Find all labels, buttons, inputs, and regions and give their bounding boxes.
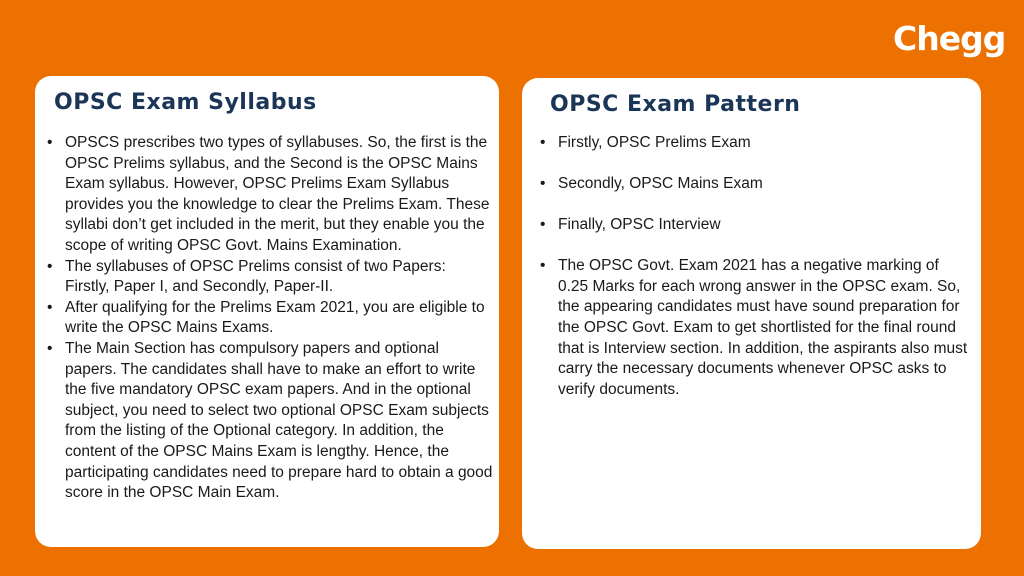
pattern-card (522, 78, 981, 549)
list-item: • After qualifying for the Prelims Exam 2021, you are eligible to write the OPSC Mains Exams. (43, 298, 493, 339)
list-item: • The OPSC Govt. Exam 2021 has a negative marking of 0.25 Marks for each wrong answer in the OPSC exam. So, the appearing candidates must have sound preparation for the OPSC Govt. Exam to get shortlisted for the final round that is Interview section. In addition, the aspirants also must carry the necessary documents whenever OPSC asks to verify documents. (536, 256, 971, 400)
chegg-logo: Chegg (893, 19, 1006, 58)
list-item: • Firstly, OPSC Prelims Exam (536, 133, 971, 154)
pattern-title: OPSC Exam Pattern (550, 92, 801, 117)
list-item: • Finally, OPSC Interview (536, 215, 971, 236)
list-item: • The Main Section has compulsory papers and optional papers. The candidates shall have to make an effort to write the five mandatory OPSC exam papers. And in the optional subject, you need to select two optional OPSC Exam subjects from the listing of the Optional category. In addition, the content of the OPSC Mains Exam is lengthy. Hence, the participating candidates need to prepare hard to obtain a good score in the OPSC Main Exam. (43, 339, 493, 504)
list-item: • OPSCS prescribes two types of syllabuses. So, the first is the OPSC Prelims syllabus, and the Second is the OPSC Mains Exam syllabus. However, OPSC Prelims Exam Syllabus provides you the knowledge to clear the Prelims Exam. These syllabi don’t get included in the merit, but they enable you the scope of writing OPSC Govt. Mains Examination. (43, 133, 493, 257)
pattern-list (536, 133, 971, 421)
list-item: • Secondly, OPSC Mains Exam (536, 174, 971, 195)
syllabus-list (43, 133, 493, 504)
syllabus-title: OPSC Exam Syllabus (54, 90, 317, 115)
syllabus-card (35, 76, 499, 547)
list-item: • The syllabuses of OPSC Prelims consist of two Papers: Firstly, Paper I, and Secondly, Paper-II. (43, 257, 493, 298)
